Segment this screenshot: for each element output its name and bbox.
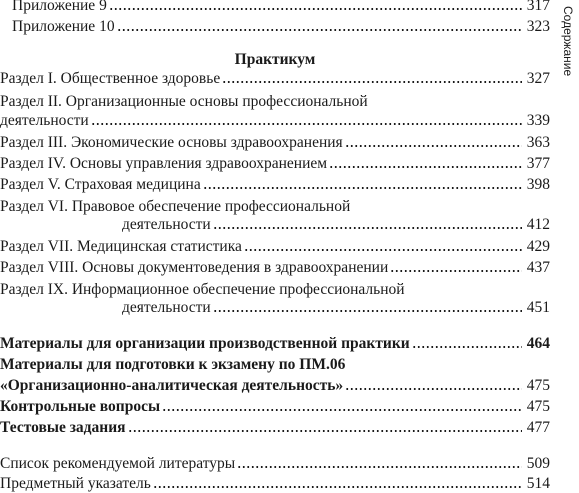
leader-dots — [203, 176, 522, 190]
toc-entry-title: Контрольные вопросы — [0, 398, 161, 415]
toc-entry-title: Приложение 10 — [12, 18, 115, 35]
toc-entry[interactable] — [0, 213, 550, 234]
toc-entry-title: Раздел V. Страховая медицина — [0, 176, 201, 193]
toc-entry[interactable] — [0, 472, 550, 493]
toc-entry-page: 363 — [526, 134, 550, 151]
toc-entry[interactable] — [0, 374, 550, 395]
toc-entry[interactable] — [0, 395, 550, 416]
toc-entry[interactable] — [0, 67, 550, 88]
toc-entry[interactable] — [0, 15, 550, 36]
toc-entry-title[interactable]: Раздел II. Организационные основы профессиональной — [0, 93, 368, 110]
toc-entry-title: Предметный указатель — [0, 475, 151, 492]
toc-entry[interactable] — [0, 256, 550, 277]
leader-dots — [222, 70, 522, 84]
toc-entry[interactable] — [0, 416, 550, 437]
toc-entry-page: 317 — [526, 0, 550, 14]
side-section-label: Содержание — [561, 6, 575, 77]
toc-entry[interactable] — [0, 109, 550, 130]
toc-entry-title: Раздел VII. Медицинская статистика — [0, 238, 242, 255]
leader-dots — [237, 455, 522, 469]
toc-entry-page: 509 — [526, 455, 550, 472]
toc-entry[interactable] — [0, 235, 550, 256]
toc-entry-title: Список рекомендуемой литературы — [0, 455, 236, 472]
leader-dots — [128, 419, 522, 433]
toc-entry-page: 377 — [526, 155, 550, 172]
toc-entry-title: Материалы для организации производственной практики — [0, 335, 410, 352]
toc-entry-page: 323 — [526, 18, 550, 35]
leader-dots — [162, 398, 522, 412]
toc-entry-page: 429 — [526, 238, 550, 255]
toc-entry-page: 477 — [526, 419, 550, 436]
toc-entry-title: «Организационно-аналитическая деятельность» — [0, 377, 344, 394]
leader-dots — [117, 18, 522, 32]
leader-dots — [345, 134, 522, 148]
toc-entry-title: Приложение 9 — [12, 0, 107, 14]
toc-entry-title: Раздел IV. Основы управления здравоохранением — [0, 155, 328, 172]
toc-entry-title: Раздел III. Экономические основы здравоохранения — [0, 134, 343, 151]
toc-entry-title: деятельности — [122, 216, 211, 233]
toc-entry-page: 451 — [526, 299, 550, 316]
toc-entry[interactable] — [0, 0, 550, 15]
leader-dots — [345, 377, 522, 391]
toc-entry-title: Тестовые задания — [0, 419, 126, 436]
leader-dots — [390, 259, 522, 273]
toc-entry[interactable] — [0, 332, 550, 353]
leader-dots — [153, 475, 522, 489]
toc-entry-page: 475 — [526, 377, 550, 394]
toc-entry-title[interactable]: Раздел VI. Правовое обеспечение профессиональной — [0, 198, 351, 215]
toc-entry-page: 464 — [526, 335, 550, 352]
leader-dots — [213, 216, 522, 230]
toc-entry-title[interactable]: Материалы для подготовки к экзамену по ПМ.06 — [0, 356, 346, 373]
toc-entry[interactable] — [0, 173, 550, 194]
leader-dots — [244, 238, 522, 252]
toc-entry-page: 327 — [526, 70, 550, 87]
toc-entry-page: 475 — [526, 398, 550, 415]
toc-entry-page: 412 — [526, 216, 550, 233]
toc-entry-page: 339 — [526, 112, 550, 129]
section-heading: Практикум — [234, 51, 316, 68]
leader-dots — [329, 155, 522, 169]
leader-dots — [213, 299, 522, 313]
toc-entry-page: 398 — [526, 176, 550, 193]
toc-entry-page: 437 — [526, 259, 550, 276]
toc-entry-title: деятельности — [0, 112, 89, 129]
toc-entry[interactable] — [0, 131, 550, 152]
toc-entry-title: Раздел I. Общественное здоровье — [0, 70, 221, 87]
toc-entry[interactable] — [0, 452, 550, 473]
leader-dots — [109, 0, 522, 11]
toc-entry-page: 514 — [526, 475, 550, 492]
toc-entry[interactable] — [0, 152, 550, 173]
toc-entry-title: Раздел VIII. Основы документоведения в здравоохранении — [0, 259, 389, 276]
toc-entry-title: деятельности — [122, 299, 211, 316]
toc-entry-title[interactable]: Раздел IX. Информационное обеспечение профессиональной — [0, 281, 405, 298]
toc-entry[interactable] — [0, 296, 550, 317]
leader-dots — [91, 112, 522, 126]
leader-dots — [412, 335, 522, 349]
